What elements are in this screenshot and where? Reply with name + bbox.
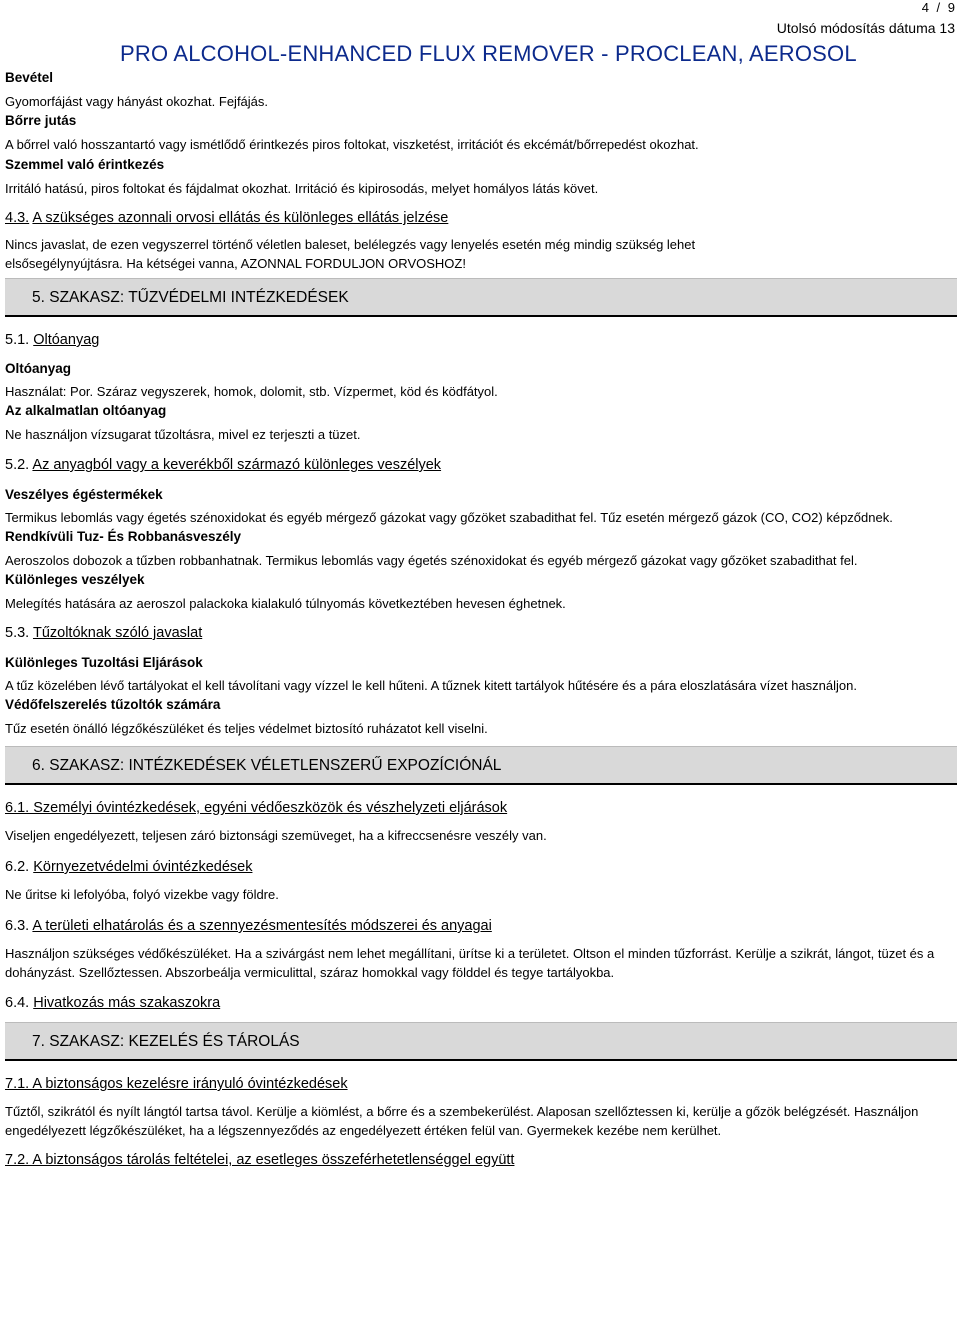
page-number: 4 / 9	[921, 0, 955, 15]
section-6-4-heading	[5, 992, 957, 1014]
eye-heading: Szemmel való érintkezés	[5, 157, 165, 172]
section-6-2-heading	[5, 856, 957, 878]
section-7-1-title: 7.1. A biztonságos kezelésre irányuló óvintézkedések	[5, 1076, 348, 1092]
skin-text: A bőrrel való hosszantartó vagy ismétlődő érintkezés piros foltokat, viszketést, irritációt és ekcémát/bőrrepedést okozhat.	[5, 137, 699, 152]
section-5-2-number: 5.2.	[5, 457, 30, 473]
firefighter-ppe-heading: Védőfelszerelés tűzoltók számára	[5, 697, 221, 712]
section-5-2-heading	[5, 454, 957, 476]
section-6-3-number: 6.3.	[5, 918, 30, 934]
firefighting-procedures-heading: Különleges Tuzoltási Eljárások	[5, 655, 203, 670]
section-6-2-title: Környezetvédelmi óvintézkedések	[33, 859, 253, 875]
combustion-products-text: Termikus lebomlás vagy égetés szénoxidokat és egyéb mérgező gázokat vagy gőzöket szabadithat fel. Tűz esetén mérgező gázok (CO, CO2) képződnek.	[5, 510, 893, 525]
section-5-1-heading	[5, 329, 957, 351]
section-4-3-title: A szükséges azonnali orvosi ellátás és különleges ellátás jelzése	[32, 210, 449, 226]
section-5-2-title: Az anyagból vagy a keverékből származó különleges veszélyek	[32, 457, 442, 473]
section-7-1-text: Tűztől, szikrától és nyílt lángtól tartsa távol. Kerülje a kiömlést, a bőrre és a szembekerülést. Alaposan szellőztessen ki, kerülje a gőzök belégzését. Használjon engedélyezett légzőkészüléket, ha a légszennyeződés az engedélyezett értéken felül van. Gyermekek kezébe nem kerülhet.	[5, 1104, 919, 1138]
section-7-2-title: 7.2. A biztonságos tárolás feltételei, az esetleges összeférhetetlenséggel együtt	[5, 1152, 515, 1168]
extinguishing-media-text: Használat: Por. Száraz vegyszerek, homok, dolomit, stb. Vízpermet, köd és ködfátyol.	[5, 384, 498, 399]
section-7-band: 7. SZAKASZ: KEZELÉS ÉS TÁROLÁS	[5, 1022, 957, 1061]
section-5-1-title: Oltóanyag	[33, 332, 100, 348]
section-6-2-text: Ne űritse ki lefolyóba, folyó vizekbe vagy földre.	[5, 887, 279, 902]
unsuitable-media-heading: Az alkalmatlan oltóanyag	[5, 403, 167, 418]
unsuitable-media-text: Ne használjon vízsugarat tűzoltásra, mivel ez terjeszti a tüzet.	[5, 427, 361, 442]
section-6-3-heading	[5, 915, 957, 937]
section-5-1-number: 5.1.	[5, 332, 30, 348]
extinguishing-media-heading: Oltóanyag	[5, 361, 72, 376]
section-6-1-title: 6.1. Személyi óvintézkedések, egyéni védőeszközök és vészhelyzeti eljárások	[5, 800, 508, 816]
special-hazards-text: Melegítés hatására az aeroszol palackoka kialakuló túlnyomás következtében hevesen éghetnek.	[5, 596, 566, 611]
section-4-3-text: Nincs javaslat, de ezen vegyszerrel történő véletlen baleset, belélegzés vagy lenyelés esetén még mindig szükség lehet elsősegélynyújtásra. Ha kétségei vanna, AZONNAL FORDULJON ORVOSHOZ!	[5, 237, 696, 271]
section-6-4-number: 6.4.	[5, 995, 30, 1011]
fire-explosion-text: Aeroszolos dobozok a tűzben robbanhatnak. Termikus lebomlás vagy égetés szénoxidokat és egyéb mérgező gázokat vagy gőzöket szabadithat fel.	[5, 553, 858, 568]
eye-text: Irritáló hatású, piros foltokat és fájdalmat okozhat. Irritáció és kipirosodás, melyet homályos látás követ.	[5, 181, 599, 196]
section-5-3-title: Tűzoltóknak szóló javaslat	[32, 625, 203, 641]
section-6-3-title: A területi elhatárolás és a szennyezésmentesítés módszerei és anyagai	[32, 918, 492, 934]
section-6-4-title: Hivatkozás más szakaszokra	[33, 995, 221, 1011]
document-title: PRO ALCOHOL-ENHANCED FLUX REMOVER - PROCLEAN, AEROSOL	[120, 41, 857, 66]
section-6-2-number: 6.2.	[5, 859, 30, 875]
section-4-3-number: 4.3.	[5, 210, 30, 226]
ingestion-text: Gyomorfájást vagy hányást okozhat. Fejfájás.	[5, 94, 269, 109]
special-hazards-heading: Különleges veszélyek	[5, 572, 145, 587]
ingestion-heading: Bevétel	[5, 70, 54, 85]
section-4-3-heading	[5, 207, 957, 229]
section-6-1-text: Viseljen engedélyezett, teljesen záró biztonsági szemüveget, ha a kifreccsenésre veszély van.	[5, 828, 547, 843]
revision-date: Utolsó módosítás dátuma 13	[776, 20, 955, 36]
section-6-3-text: Használjon szükséges védőkészüléket. Ha a szivárgást nem lehet megállítani, ürítse ki a területet. Oltson el minden tűzforrást. Kerülje a szikrát, lángot, tüzet és a dohányzást. Szellőztessen. Abszorbeálja vermiculittal, száraz homokkal vagy földdel és tegye tartályokba.	[5, 946, 935, 980]
firefighter-ppe-text: Tűz esetén önálló légzőkészüléket és teljes védelmet biztosító ruházatot kell viselni.	[5, 721, 488, 736]
section-5-band: 5. SZAKASZ: TŰZVÉDELMI INTÉZKEDÉSEK	[5, 278, 957, 317]
skin-heading: Bőrre jutás	[5, 113, 77, 128]
section-6-band: 6. SZAKASZ: INTÉZKEDÉSEK VÉLETLENSZERŰ EXPOZÍCIÓNÁL	[5, 746, 957, 785]
document-body	[5, 68, 957, 1171]
section-5-3-number: 5.3.	[5, 625, 30, 641]
section-5-3-heading	[5, 622, 957, 644]
fire-explosion-heading: Rendkívüli Tuz- És Robbanásveszély	[5, 529, 242, 544]
firefighting-procedures-text: A tűz közelében lévő tartályokat el kell távolítani vagy vízzel le kell hűteni. A tűznek kitett tartályok hűtésére és a pára eloszlatására vízet használjon.	[5, 678, 857, 693]
combustion-products-heading: Veszélyes égéstermékek	[5, 487, 163, 502]
